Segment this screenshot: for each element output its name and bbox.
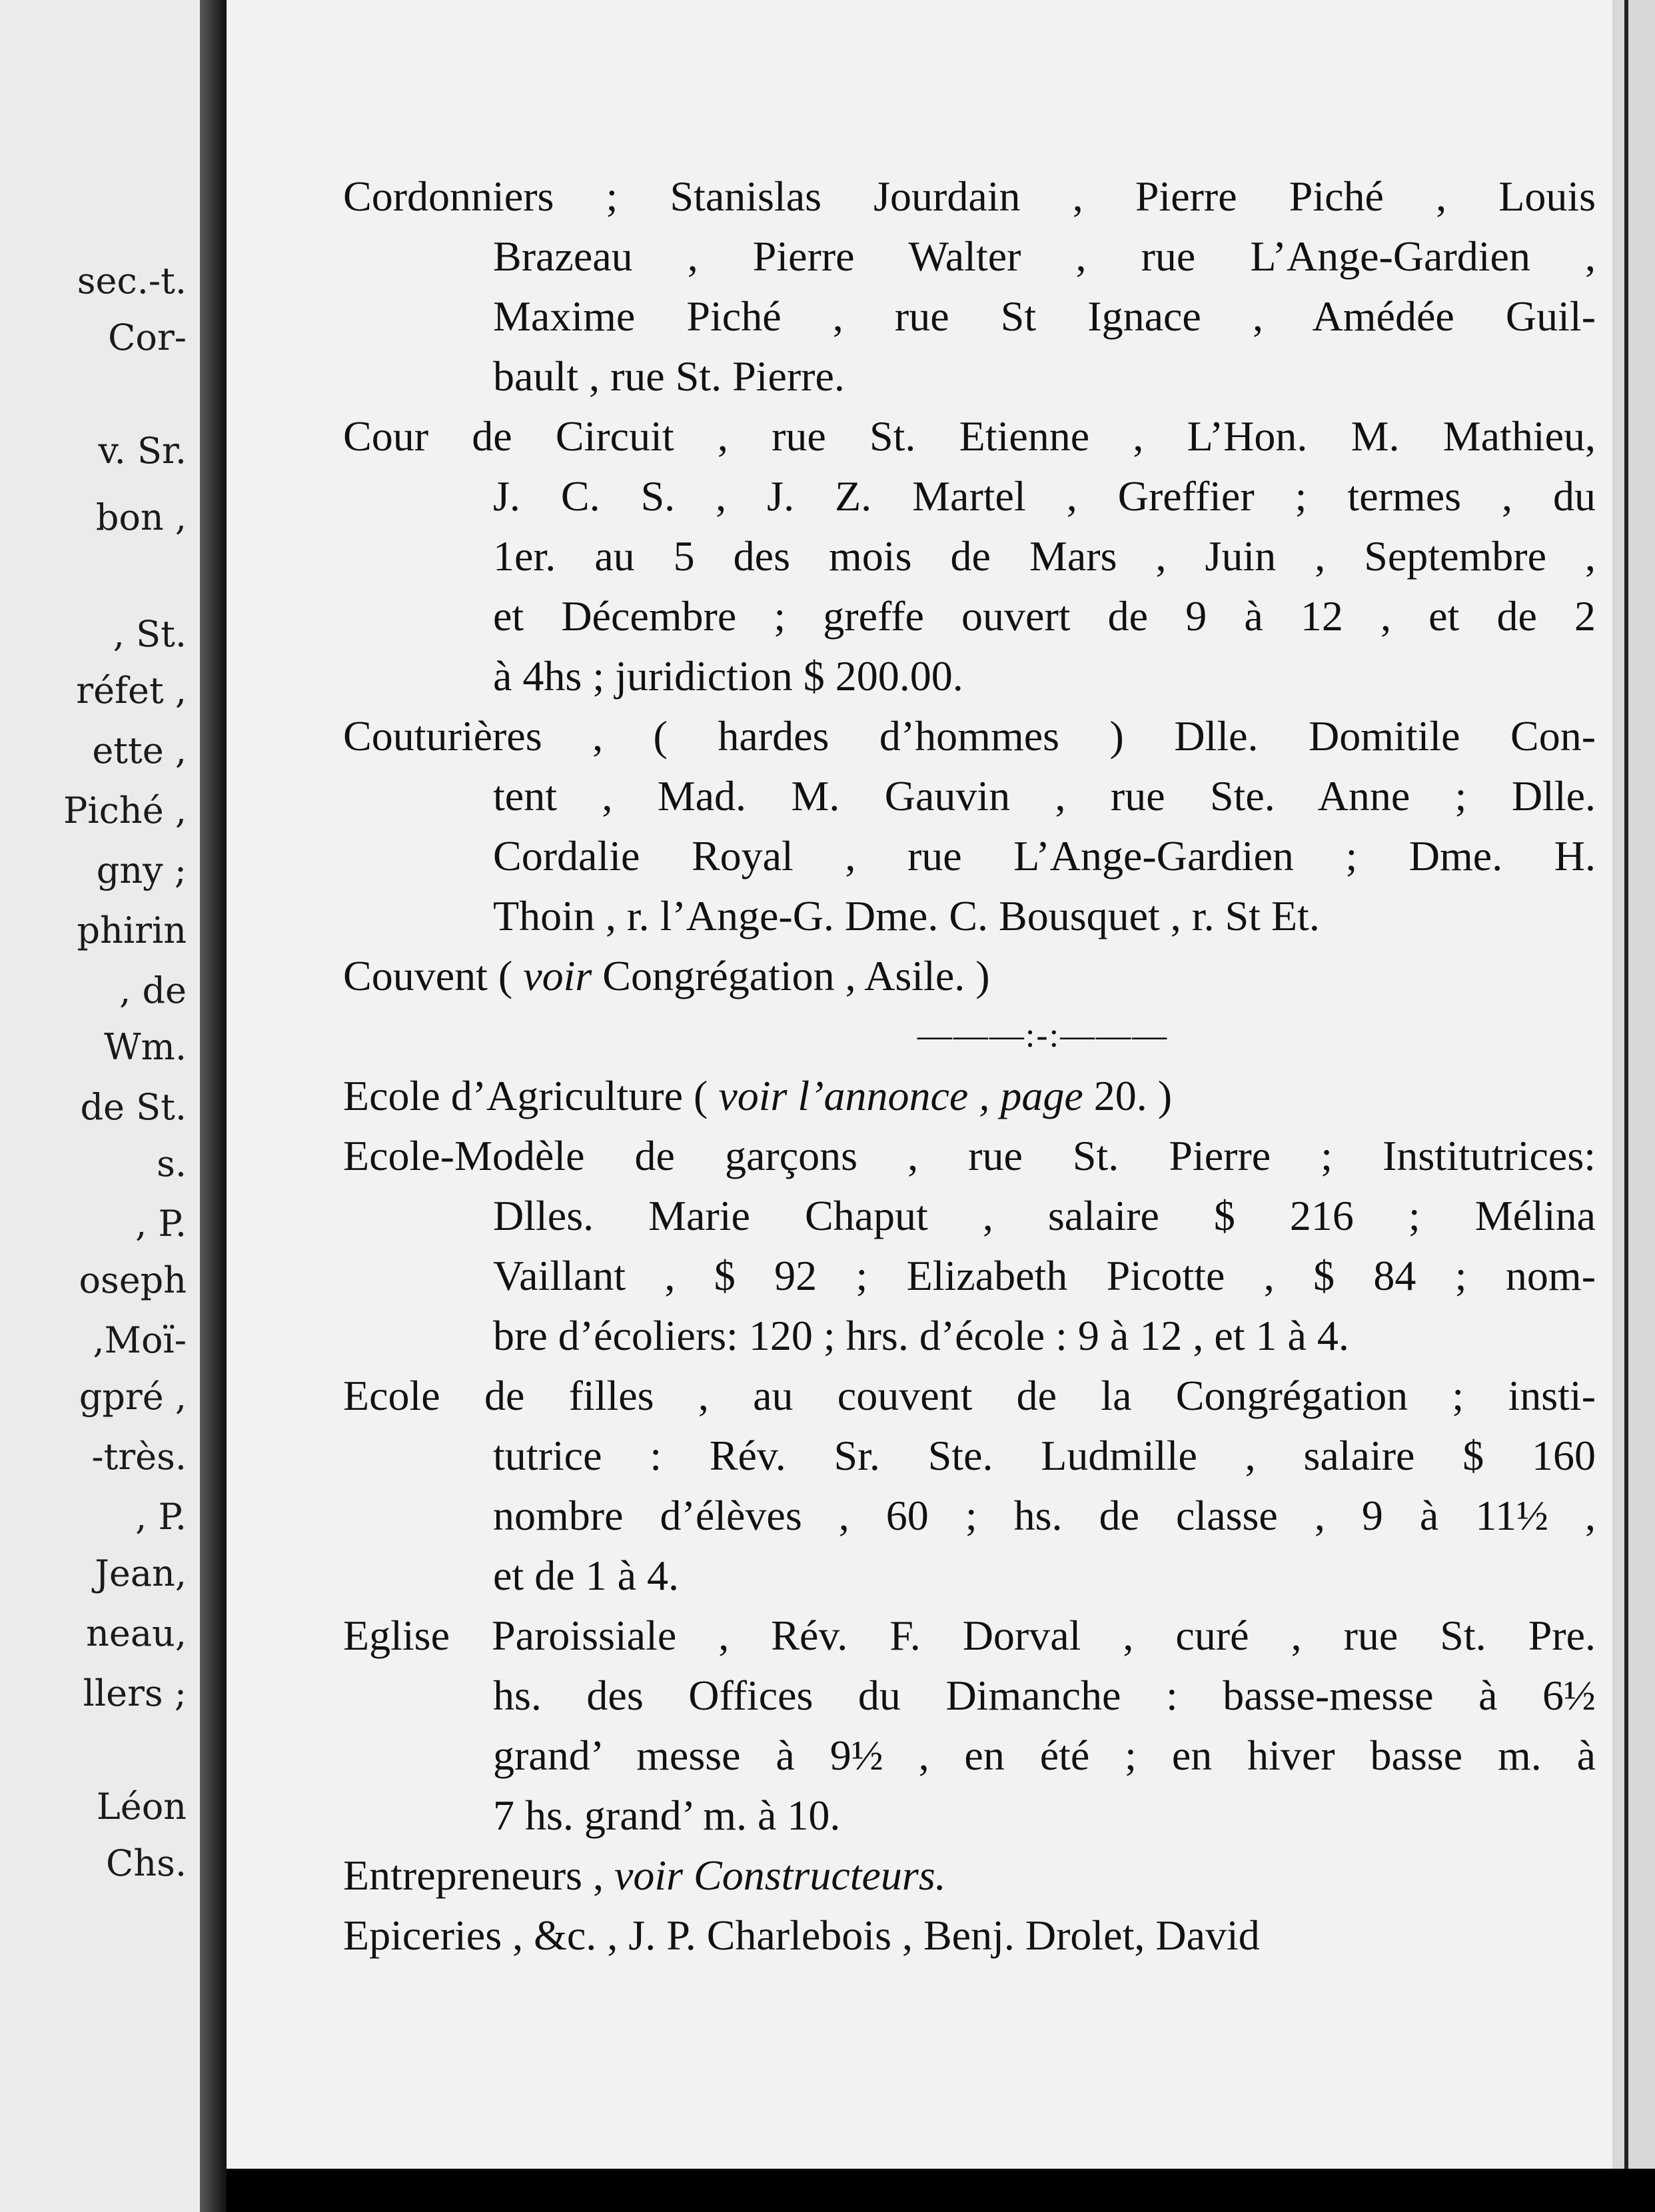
entry-pre-text: Ecole d’Agriculture ( bbox=[343, 1072, 719, 1119]
bottom-edge bbox=[227, 2169, 1655, 2212]
left-page-fragment: réfet , bbox=[76, 670, 187, 712]
entry-line: Ecole-Modèle de garçons , rue St. Pierre ; Institutrices: bbox=[343, 1132, 1596, 1179]
left-page-fragment: ,Moï- bbox=[93, 1319, 187, 1361]
entry-line: Epiceries , &c. , J. P. Charlebois , Benj. Drolet, David bbox=[343, 1912, 1260, 1959]
entry-line bbox=[343, 1846, 1596, 1906]
entry-line: Vaillant , $ 92 ; Elizabeth Picotte , $ 84 ; nom- bbox=[493, 1252, 1596, 1299]
entry-line: et de 1 à 4. bbox=[493, 1552, 679, 1599]
entry-line: 7 hs. grand’ m. à 10. bbox=[493, 1792, 841, 1839]
directory-text bbox=[343, 167, 1596, 1965]
book-spine bbox=[200, 0, 227, 2212]
directory-entry bbox=[343, 1366, 1596, 1606]
directory-entry bbox=[343, 1126, 1596, 1366]
left-page-fragment: sec.-t. bbox=[77, 260, 187, 302]
left-page-fragment: oseph bbox=[79, 1259, 187, 1301]
directory-entry bbox=[343, 406, 1596, 706]
left-page-fragment: gpré , bbox=[79, 1376, 187, 1418]
left-page-fragment: Cor- bbox=[108, 316, 187, 358]
entry-line: bault , rue St. Pierre. bbox=[493, 352, 845, 400]
left-page-fragment: s. bbox=[157, 1143, 187, 1185]
entry-line: tutrice : Rév. Sr. Ste. Ludmille , salaire $ 160 bbox=[493, 1432, 1596, 1479]
entry-post-text: Congrégation , Asile. ) bbox=[592, 952, 990, 999]
left-page-strip bbox=[0, 0, 200, 2212]
entry-pre-text: Couvent ( bbox=[343, 952, 524, 999]
directory-entry bbox=[343, 1846, 1596, 1906]
left-page-fragment: Chs. bbox=[106, 1842, 187, 1884]
left-page-fragment: , P. bbox=[135, 1496, 187, 1538]
entry-line: Eglise Paroissiale , Rév. F. Dorval , curé , rue St. Pre. bbox=[343, 1612, 1596, 1659]
left-page-fragment: , de bbox=[119, 969, 187, 1011]
entry-italic-text: voir l’annonce , page bbox=[718, 1072, 1083, 1119]
entry-line: Ecole de filles , au couvent de la Congrégation ; insti- bbox=[343, 1372, 1596, 1419]
entry-line: et Décembre ; greffe ouvert de 9 à 12 , et de 2 bbox=[493, 592, 1596, 640]
left-page-fragment: neau, bbox=[86, 1612, 187, 1654]
entry-line: Couturières , ( hardes d’hommes ) Dlle. Domitile Con- bbox=[343, 712, 1596, 760]
main-page bbox=[227, 0, 1612, 2169]
left-page-fragment: v. Sr. bbox=[98, 430, 187, 472]
section-separator: ———:-:——— bbox=[917, 1017, 1169, 1055]
entry-line: J. C. S. , J. Z. Martel , Greffier ; termes , du bbox=[493, 472, 1596, 520]
entry-line: hs. des Offices du Dimanche : basse-messe à 6½ bbox=[493, 1672, 1596, 1719]
directory-entry bbox=[343, 946, 1596, 1006]
directory-entry bbox=[343, 167, 1596, 406]
left-page-fragment: ette , bbox=[92, 730, 187, 772]
entry-line: 1er. au 5 des mois de Mars , Juin , Septembre , bbox=[493, 532, 1596, 580]
left-page-fragment: Wm. bbox=[104, 1026, 187, 1068]
entry-line bbox=[343, 1066, 1596, 1126]
left-page-fragment: phirin bbox=[77, 909, 187, 951]
entry-line: Cour de Circuit , rue St. Etienne , L’Hon. M. Mathieu, bbox=[343, 412, 1596, 460]
entry-line bbox=[343, 946, 1596, 1006]
directory-entry bbox=[343, 1606, 1596, 1846]
directory-entry bbox=[343, 706, 1596, 946]
entry-italic-text: voir Constructeurs. bbox=[614, 1852, 946, 1899]
right-page-edge bbox=[1612, 0, 1655, 2212]
left-page-fragment: , P. bbox=[135, 1203, 187, 1245]
directory-entries bbox=[343, 167, 1596, 1006]
left-page-fragment: Piché , bbox=[63, 790, 187, 831]
left-page-fragment: bon , bbox=[95, 496, 187, 538]
left-page-fragment: llers ; bbox=[83, 1672, 187, 1714]
entry-line: Cordalie Royal , rue L’Ange-Gardien ; Dme. H. bbox=[493, 832, 1596, 879]
left-page-fragment: de St. bbox=[80, 1086, 187, 1128]
entry-line: nombre d’élèves , 60 ; hs. de classe , 9 à 11½ , bbox=[493, 1492, 1596, 1539]
left-page-fragment: , St. bbox=[113, 613, 187, 655]
entry-line: Cordonniers ; Stanislas Jourdain , Pierre Piché , Louis bbox=[343, 173, 1596, 220]
entry-line: Dlles. Marie Chaput , salaire $ 216 ; Mélina bbox=[493, 1192, 1596, 1239]
left-page-fragment: Jean, bbox=[95, 1552, 187, 1594]
entry-line: Thoin , r. l’Ange-G. Dme. C. Bousquet , r. St Et. bbox=[493, 892, 1320, 939]
directory-entries-2 bbox=[343, 1066, 1596, 1965]
entry-line: à 4hs ; juridiction $ 200.00. bbox=[493, 652, 963, 700]
entry-line: tent , Mad. M. Gauvin , rue Ste. Anne ; Dlle. bbox=[493, 772, 1596, 820]
left-page-fragment: gny ; bbox=[96, 849, 187, 891]
entry-italic-text: voir bbox=[523, 952, 592, 999]
entry-line: Brazeau , Pierre Walter , rue L’Ange-Gardien , bbox=[493, 233, 1596, 280]
entry-line: grand’ messe à 9½ , en été ; en hiver basse m. à bbox=[493, 1732, 1596, 1779]
entry-line: bre d’écoliers: 120 ; hrs. d’école : 9 à 12 , et 1 à 4. bbox=[493, 1312, 1349, 1359]
directory-entry bbox=[343, 1906, 1596, 1965]
directory-entry bbox=[343, 1066, 1596, 1126]
entry-post-text: 20. ) bbox=[1083, 1072, 1173, 1119]
left-page-fragment: -très. bbox=[91, 1436, 187, 1478]
entry-pre-text: Entrepreneurs , bbox=[343, 1852, 614, 1899]
entry-line: Maxime Piché , rue St Ignace , Amédée Guil- bbox=[493, 292, 1596, 340]
left-page-fragment: Léon bbox=[96, 1786, 187, 1828]
